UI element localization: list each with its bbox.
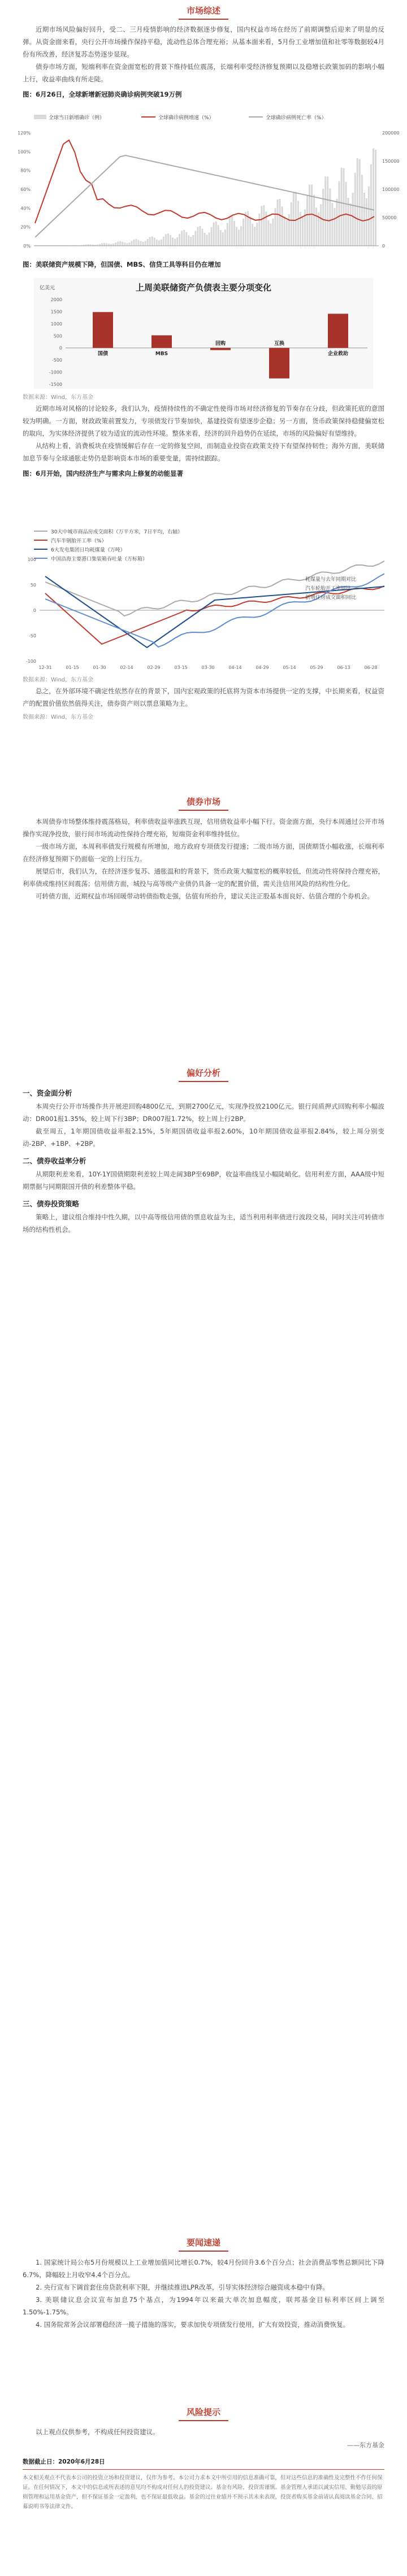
calendar-paragraph-4: 4. 国务院常务会议部署稳经济一揽子措施的落实，要求加快专项债发行使用，扩大有效投资，推动消费恢复。 [36,2321,350,2329]
daily-cases-bar [108,244,110,246]
chart1-left-tick: 120% [18,131,31,136]
calendar-paragraph-3: 3. 美联储议息会议宣布加息75个基点，为1994年以来最大单次加息幅度，联邦基金目标利率区间上调至1.50%-1.75%。 [23,2296,384,2316]
chart3-x-tick: 01-15 [66,665,79,670]
daily-cases-bar [284,216,285,246]
prefs-paragraph-2: 截至周五，1年期国债收益率报2.15%，5年期国债收益率报2.60%，10年期国债收益率报2.84%，较上周分别变动-2BP、+1BP、+2BP。 [23,1127,384,1148]
daily-cases-bar [149,237,151,246]
prefs-paragraph-3: 从期限利差来看，10Y-1Y国债期限利差较上周走阔3BP至69BP，收益率曲线呈小幅陡峭化。信用利差方面，AAA级中短期票据与同期限国开债的利差整体平稳。 [23,1170,384,1191]
chart1-left-tick: 0% [23,244,31,249]
market-paragraph-1: 近期市场风险偏好回升，受二、三月疫情影响的经济数据逐步修复，国内权益市场在经历了前期调整后迎来了明显的反弹。从资金面来看，央行公开市场操作保持平稳，流动性总体合理充裕；从基本面来看，5月份工业增加值和社零等数据较4月份有所改善，经济复苏态势逐步显现。 [23,25,384,58]
daily-cases-bar [350,203,352,246]
chart3-y-tick: -100 [25,659,36,664]
daily-cases-bar [103,243,105,246]
daily-cases-bar [359,159,361,246]
daily-cases-bar [375,150,376,246]
daily-cases-bar [179,234,180,246]
prefs-subhead-1: 一、资金面分析 [23,1089,72,1097]
daily-cases-bar [101,243,103,246]
chart1-right-ticks [382,131,400,249]
daily-cases-bar [313,195,315,246]
chart2-category-label: 国债 [97,351,109,357]
calendar-section [0,2232,407,2331]
chart2-category-label: 企业救助 [327,351,349,357]
daily-cases-bar [297,201,299,246]
daily-cases-bar [170,235,171,246]
notice-section [0,2401,407,2512]
daily-cases-bar [352,193,354,246]
bond-paragraph-3: 展望后市，我们认为，在经济逐步复苏、通胀温和的背景下，货币政策大幅宽松的概率较低，但流动性将保持合理充裕，利率债或维持区间震荡；信用债方面，城投与高等级产业债仍具备一定的配置价值，需关注信用风险的结构性分化。 [23,867,384,888]
daily-cases-bar [286,220,288,246]
daily-cases-bar [142,242,144,246]
chart1-left-tick: 60% [20,187,31,192]
daily-cases-bar [133,240,135,246]
chart2-tick: 500 [53,333,62,339]
chart2-tick: -500 [51,358,62,363]
daily-cases-bar [331,203,333,246]
legend-swatch-bars [34,115,46,119]
prefs-paragraph-4: 策略上，建议组合维持中性久期，以中高等级信用债的票息收益为主，适当利用利率债进行波段交易，同时关注可转债市场的结构性机会。 [23,1213,384,1233]
daily-cases-bar [252,224,253,246]
chart2-bar [93,312,113,347]
economy-chart [0,525,407,672]
daily-cases-bar [302,216,304,246]
legend-label-growth: 全球确诊病例增速（%） [158,115,214,121]
daily-cases-bar [279,199,281,246]
legend-label-bars: 全球当日新增确诊（例） [49,115,105,121]
chart3-x-tick: 04-29 [256,665,269,670]
legend3-label-3: 中国沿海主要港口集装箱吞吐量（万标箱） [51,557,148,562]
chart2-title: 上周美联储资产负债表主要分项变化 [135,283,272,293]
chart3-annotation-2: 新增住房成交面积同比 [305,595,357,601]
daily-cases-bar [194,231,196,246]
daily-cases-bar [215,221,217,246]
chart2-bar [269,348,289,379]
daily-cases-bar [334,208,335,246]
market-paragraph-5: 总之，在外部环境不确定性依然存在的背景下，国内宏观政策的托底将为资本市场提供一定的支撑，中长期来看，权益资产的配置价值依然值得关注，债券资产则以票息策略为主。 [23,687,384,707]
chart2-tick: 0 [59,345,62,351]
notice-divider [23,2469,384,2470]
section-title-notice: 风险提示 [179,2406,228,2421]
daily-cases-bar [373,148,374,246]
section-title-calendar: 要闻速递 [179,2236,228,2252]
market-paragraph-3: 近期市场对风格的讨论较多，我们认为，疫情持续性的不确定性使得市场对经济修复的节奏存在分歧，但政策托底的意图较为明确。一方面，财政政策前置发力，专项债发行节奏加快，基建投资有望逐步企稳；另一方面，货币政策保持稳健偏宽松的取向，为实体经济提供了较为适宜的流动性环境。整体来看，经济的回升趋势仍在延续，市场的风险偏好有望维持。 [23,405,384,437]
daily-cases-bar [357,158,358,246]
prefs-section [0,1062,407,1236]
daily-cases-bar [261,206,262,246]
chart2-category-label: MBS [155,351,168,357]
daily-cases-bar [119,241,121,246]
daily-cases-bar [231,216,233,246]
chart3-x-tick: 01-30 [93,665,106,670]
daily-cases-bar [254,227,256,246]
chart1-right-tick: 0 [382,244,386,249]
chart3-y-tick: 50 [30,583,36,588]
market-source: 数据来源：Wind，东方基金 [23,714,94,720]
daily-cases-bar [122,242,123,246]
daily-cases-bar [138,240,140,246]
daily-cases-bar [236,227,237,246]
covid-chart [0,110,407,260]
chart3-y-tick: -50 [28,633,36,638]
prefs-subhead-3: 三、债券投资策略 [23,1200,80,1208]
chart2-tick: 1500 [50,309,62,315]
daily-cases-bar [167,233,169,246]
chart3-legend [34,528,183,562]
daily-cases-bar [106,243,107,246]
chart1-right-tick: 150000 [382,159,400,164]
daily-cases-bar [272,219,274,246]
daily-cases-bar [128,242,130,246]
daily-cases-bar [181,231,183,246]
notice-signature: ——东方基金 [347,2442,384,2449]
chart3-source: 数据来源：Wind，东方基金 [23,677,94,683]
daily-cases-bar [361,175,363,246]
daily-cases-bar [370,164,372,246]
market-section [0,0,407,101]
daily-cases-bar [165,234,167,246]
chart3-x-tick: 03-15 [174,665,188,670]
bond-paragraph-1: 本周债券市场整体维持震荡格局，利率债收益率涨跌互现，信用债收益率小幅下行。资金面方面，央行本周通过公开市场操作实现净投放，银行间市场流动性保持合理充裕，短端资金利率维持低位。 [23,818,384,838]
daily-cases-bar [140,241,142,246]
daily-cases-bar [306,196,308,246]
chart1-right-tick: 100000 [382,187,400,192]
chart1-bars [35,148,376,246]
daily-cases-bar [327,176,328,246]
chart1-block [0,110,407,268]
daily-cases-bar [204,233,205,246]
market-paragraph-4: 从结构上看，消费板块在疫情缓解后存在一定的修复空间，而制造业投资在政策支持下有望保持韧性；海外方面，美联储加息节奏与全球通胀走势仍是影响资本市场的重要变量，需持续跟踪。 [23,442,384,462]
daily-cases-bar [163,237,164,246]
daily-cases-bar [126,243,128,246]
section-title-bond: 债券市场 [179,796,228,811]
daily-cases-bar [135,239,137,246]
chart3-block [0,525,407,683]
daily-cases-bar [270,224,271,246]
daily-cases-bar [220,230,222,246]
chart3-y-ticks [26,557,36,664]
chart2-unit: 亿美元 [40,285,55,291]
chart1-legend [34,114,327,121]
bond-paragraph-2: 一级市场方面，本周利率债发行规模有所增加，地方政府专项债发行提速；二级市场方面，国债期货小幅收涨，长端利率在经济修复预期下仍面临一定的上行压力。 [23,842,384,863]
legend-label-fatality: 全球确诊病例死亡率（%） [266,115,327,121]
daily-cases-bar [329,189,331,246]
daily-cases-bar [233,221,235,246]
daily-cases-bar [366,198,367,246]
chart2-block [0,277,407,401]
daily-cases-bar [240,226,242,246]
daily-cases-bar [363,193,365,246]
chart3-x-tick: 05-14 [283,665,296,670]
daily-cases-bar [309,185,310,246]
daily-cases-bar [147,239,149,246]
chart3-x-tick: 06-28 [364,665,378,670]
prefs-subhead-2: 二、债券收益率分析 [23,1157,86,1165]
market-section-2 [0,402,407,480]
chart2-tick: 1000 [50,321,62,327]
legend3-label-1: 汽车半钢胎开工率（%） [51,538,107,544]
daily-cases-bar [115,242,116,246]
daily-cases-bar [161,240,162,246]
daily-cases-bar [340,168,342,246]
daily-cases-bar [295,192,297,246]
calendar-paragraph-1: 1. 国家统计局公布5月份规模以上工业增加值同比增长0.7%，较4月份回升3.6个百分点；社会消费品零售总额同比下降6.7%，降幅较上月收窄4.4个百分点。 [23,2258,384,2279]
daily-cases-bar [99,244,101,246]
daily-cases-bar [354,173,356,246]
daily-cases-bar [229,218,231,246]
chart3-x-tick: 06-13 [337,665,350,670]
daily-cases-bar [117,242,119,246]
chart1-left-ticks [18,131,31,249]
chart3-x-ticks [38,665,377,670]
chart2-source: 数据来源：Wind，东方基金 [23,394,94,401]
daily-cases-bar [172,237,174,246]
notice-disclaimer: 本文相关观点不代表本公司的投资立场和投资建议，仅作为参考。本公司力求本文中所引用的信息准确可靠，但对这些信息的准确性及完整性不作任何保证。在任何情况下，本文中的信息或所表述的意见均不构成对任何人的投资建议。基金有风险，投资需谨慎。基金管理人承诺以诚实信用、勤勉尽责的原则管理和运用基金资产，但不保证基金一定盈利，也不保证最低收益。基金的过往业绩并不预示其未来表现，投资者购买基金前请认真阅读基金合同、招募说明书等法律文件。 [23,2475,383,2510]
daily-cases-bar [176,237,178,246]
daily-cases-bar [245,212,246,246]
legend3-label-2: 6大发电集团日均耗煤量（万吨） [51,548,125,553]
daily-cases-bar [154,237,155,246]
daily-cases-bar [315,207,317,246]
daily-cases-bar [336,199,337,246]
daily-cases-bar [291,202,292,246]
daily-cases-bar [151,236,153,246]
chart3-x-tick: 03-30 [201,665,215,670]
daily-cases-bar [183,230,185,246]
chart2-tick: 2000 [50,297,62,302]
daily-cases-bar [145,241,146,246]
daily-cases-bar [192,235,194,246]
daily-cases-bar [206,234,208,246]
daily-cases-bar [324,176,326,246]
chart3-x-tick: 12-31 [38,665,52,670]
chart2-tick: -1000 [49,370,62,375]
daily-cases-bar [320,205,322,246]
section-title-prefs: 偏好分析 [179,1067,228,1082]
chart3-annotation-0: 耗煤量与去年同期对比 [305,577,357,583]
prefs-paragraph-1: 本周央行公开市场操作共开展逆回购4800亿元，到期2700亿元，实现净投放2100亿元。银行间质押式回购利率小幅波动：DR001报1.35%，较上周下行3BP；DR007报1.72%，较上周上行2BP。 [23,1102,384,1123]
chart3-x-tick: 02-14 [120,665,133,670]
daily-cases-bar [197,227,198,246]
daily-cases-bar [131,241,132,246]
daily-cases-bar [158,240,160,246]
daily-cases-bar [282,206,283,246]
chart2-category-label: 互换 [274,341,285,347]
daily-cases-bar [311,184,313,246]
daily-cases-bar [258,214,260,246]
market-paragraph-2: 债券市场方面，短端利率在资金面宽松的背景下维持低位震荡，长端利率受经济修复预期以及稳增长政策加码的影响小幅上行，收益率曲线有所走陡。 [23,63,384,83]
daily-cases-bar [277,199,279,246]
chart1-left-tick: 100% [18,149,31,155]
chart2-bar [328,314,348,347]
chart1-left-tick: 20% [20,224,31,230]
bond-paragraph-4: 可转债方面，近期权益市场回暖带动转债指数走强，估值有所抬升，建议关注正股基本面良好、估值合理的个券机会。 [36,892,374,900]
section-title-market: 市场综述 [179,5,228,20]
daily-cases-bar [188,235,189,246]
daily-cases-bar [213,223,215,246]
daily-cases-bar [174,239,176,246]
daily-cases-bar [343,168,345,246]
daily-cases-bar [218,225,219,246]
chart2-bar [151,335,172,347]
daily-cases-bar [238,229,240,246]
daily-cases-bar [256,223,258,246]
daily-cases-bar [209,232,210,246]
daily-cases-bar [288,214,290,246]
chart2-caption: 图：美联储资产规模下降，但国债、MBS、信贷工具等科目仍在增加 [23,260,221,268]
chart2-bar [210,348,231,350]
market-conclusion [0,685,407,723]
daily-cases-bar [293,192,295,246]
daily-cases-bar [185,232,187,246]
daily-cases-bar [201,229,203,246]
chart2-category-label: 回购 [215,341,226,347]
chart2-tick: -1500 [49,382,62,387]
daily-cases-bar [338,181,340,246]
chart3-y-tick: 0 [33,608,36,613]
daily-cases-bar [199,226,201,246]
daily-cases-bar [368,186,370,246]
chart3-caption: 图：6月开始，国内经济生产与需求向上修复的动能显著 [23,470,183,477]
daily-cases-bar [156,240,158,246]
legend3-label-0: 30大中城市商品房成交面积（万平方米，7日平均，右轴） [51,529,183,535]
notice-date: 数据截止日：2020年6月28日 [23,2458,105,2465]
calendar-paragraph-2: 2. 央行宣布下调首套住房贷款利率下限，并继续推进LPR改革，引导实体经济综合融资成本稳中有降。 [36,2283,329,2291]
chart1-left-tick: 40% [20,206,31,211]
daily-cases-bar [267,220,269,246]
daily-cases-bar [190,237,192,246]
daily-cases-bar [348,198,349,246]
chart3-x-tick: 02-29 [147,665,161,670]
notice-paragraph: 以上观点仅供参考，不构成任何投资建议。 [36,2428,159,2436]
daily-cases-bar [222,232,224,246]
chart1-left-tick: 80% [20,168,31,173]
fed-balance-chart [0,277,407,390]
chart3-x-tick: 04-14 [228,665,242,670]
chart1-caption: 图：6月26日，全球新增新冠肺炎确诊病例突破19万例 [23,90,182,98]
daily-cases-bar [124,242,125,246]
chart1-right-tick: 50000 [382,215,397,220]
daily-cases-bar [243,219,244,246]
chart3-annotation-1: 汽车轮胎开工率同比 [305,586,352,592]
daily-cases-bar [227,223,228,246]
daily-cases-bar [322,189,324,246]
daily-cases-bar [112,244,114,246]
daily-cases-bar [224,229,226,246]
daily-cases-bar [211,227,213,246]
bond-section [0,791,407,902]
chart1-right-tick: 200000 [382,131,400,136]
chart3-x-tick: 05-29 [310,665,323,670]
daily-cases-bar [263,205,265,246]
daily-cases-bar [249,216,251,246]
chart2-background [34,278,373,389]
chart3-y-tick: 100 [27,557,36,562]
